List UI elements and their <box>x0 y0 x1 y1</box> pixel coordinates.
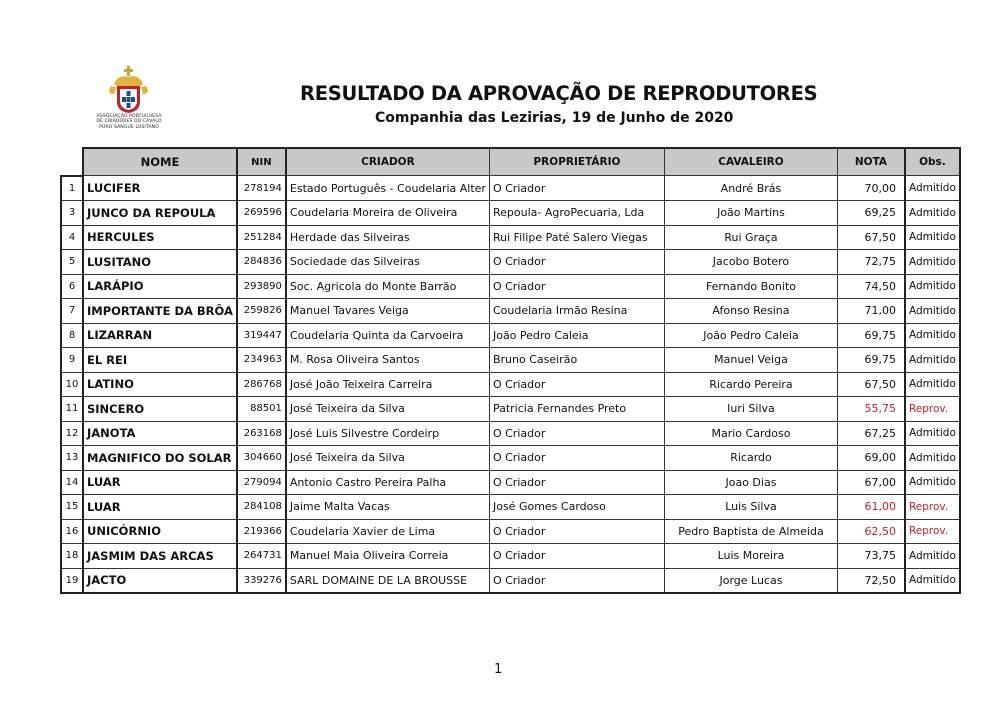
cell-nota: 74,50 <box>837 274 905 299</box>
cell-nota: 61,00 <box>837 495 905 520</box>
cell-criador: Jaime Malta Vacas <box>286 495 490 520</box>
cell-proprietario: O Criador <box>489 274 664 299</box>
cell-obs: Admitido <box>905 348 960 373</box>
cell-nin: 286768 <box>237 372 286 397</box>
cell-cavaleiro: Jorge Lucas <box>664 568 837 593</box>
table-row <box>61 470 960 495</box>
row-index: 6 <box>61 274 83 299</box>
cell-nin: 319447 <box>237 323 286 348</box>
cell-obs: Reprov. <box>905 519 960 544</box>
cell-nota: 67,25 <box>837 421 905 446</box>
cell-nota: 69,75 <box>837 348 905 373</box>
cell-obs: Admitido <box>905 372 960 397</box>
cell-cavaleiro: Iuri Silva <box>664 397 837 422</box>
cell-nome: LARÁPIO <box>83 274 237 299</box>
cell-nome: LUSITANO <box>83 250 237 275</box>
header-criador: CRIADOR <box>286 148 490 176</box>
cell-nome: LIZARRAN <box>83 323 237 348</box>
cell-cavaleiro: Rui Graça <box>664 225 837 250</box>
header-nome: NOME <box>83 148 237 176</box>
cell-criador: José João Teixeira Carreira <box>286 372 490 397</box>
table-header-row <box>61 148 960 176</box>
table-row <box>61 225 960 250</box>
cell-nin: 278194 <box>237 176 286 201</box>
cell-cavaleiro: João Pedro Caleia <box>664 323 837 348</box>
cell-nota: 55,75 <box>837 397 905 422</box>
cell-cavaleiro: Joao Dias <box>664 470 837 495</box>
cell-proprietario: O Criador <box>489 372 664 397</box>
page-number: 1 <box>494 662 503 677</box>
logo-caption-line: PURO SANGUE LUSITANO <box>99 124 159 130</box>
table-row <box>61 421 960 446</box>
table-body <box>61 176 960 594</box>
cell-criador: Soc. Agricola do Monte Barrão <box>286 274 490 299</box>
cell-proprietario: O Criador <box>489 568 664 593</box>
cell-nome: IMPORTANTE DA BRÔA <box>83 299 237 324</box>
row-index: 12 <box>61 421 83 446</box>
cell-nome: LUCIFER <box>83 176 237 201</box>
header-index-blank <box>61 148 83 176</box>
cell-nome: JASMIM DAS ARCAS <box>83 544 237 569</box>
document-title: RESULTADO DA APROVAÇÃO DE REPRODUTORES <box>300 82 818 105</box>
cell-proprietario: O Criador <box>489 470 664 495</box>
cell-nome: LUAR <box>83 470 237 495</box>
cell-nin: 284836 <box>237 250 286 275</box>
cell-nome: LUAR <box>83 495 237 520</box>
row-index: 13 <box>61 446 83 471</box>
cell-obs: Admitido <box>905 421 960 446</box>
table-row <box>61 372 960 397</box>
cell-nin: 264731 <box>237 544 286 569</box>
cell-nota: 67,50 <box>837 225 905 250</box>
cell-cavaleiro: Fernando Bonito <box>664 274 837 299</box>
cell-cavaleiro: Afonso Resina <box>664 299 837 324</box>
cell-proprietario: Coudelaria Irmão Resina <box>489 299 664 324</box>
table-row <box>61 201 960 226</box>
cell-nota: 70,00 <box>837 176 905 201</box>
cell-cavaleiro: Ricardo Pereira <box>664 372 837 397</box>
table-row <box>61 544 960 569</box>
cell-nin: 251284 <box>237 225 286 250</box>
cell-obs: Admitido <box>905 470 960 495</box>
cell-nota: 62,50 <box>837 519 905 544</box>
row-index: 11 <box>61 397 83 422</box>
cell-proprietario: Repoula- AgroPecuaria, Lda <box>489 201 664 226</box>
cell-nome: JANOTA <box>83 421 237 446</box>
cell-cavaleiro: João Martins <box>664 201 837 226</box>
cell-criador: Herdade das Silveiras <box>286 225 490 250</box>
row-index: 19 <box>61 568 83 593</box>
row-index: 8 <box>61 323 83 348</box>
logo-caption <box>84 114 174 130</box>
cell-nin: 263168 <box>237 421 286 446</box>
cell-obs: Admitido <box>905 446 960 471</box>
cell-nin: 304660 <box>237 446 286 471</box>
cell-cavaleiro: Luis Moreira <box>664 544 837 569</box>
table-row <box>61 519 960 544</box>
row-index: 5 <box>61 250 83 275</box>
cell-nome: JUNCO DA REPOULA <box>83 201 237 226</box>
row-index: 15 <box>61 495 83 520</box>
cell-nota: 67,50 <box>837 372 905 397</box>
row-index: 14 <box>61 470 83 495</box>
cell-proprietario: O Criador <box>489 544 664 569</box>
table-row <box>61 397 960 422</box>
cell-nin: 88501 <box>237 397 286 422</box>
cell-criador: Manuel Maia Oliveira Correia <box>286 544 490 569</box>
cell-criador: M. Rosa Oliveira Santos <box>286 348 490 373</box>
table-row <box>61 176 960 201</box>
cell-proprietario: João Pedro Caleia <box>489 323 664 348</box>
logo-caption-line: DE CRIADORES DO CAVALO <box>96 119 162 125</box>
coat-of-arms-icon <box>84 64 174 114</box>
header-proprietario: PROPRIETÁRIO <box>489 148 664 176</box>
cell-proprietario: O Criador <box>489 519 664 544</box>
cell-criador: José Luis Silvestre Cordeirp <box>286 421 490 446</box>
cell-criador: Coudelaria Quinta da Carvoeira <box>286 323 490 348</box>
cell-nome: UNICÓRNIO <box>83 519 237 544</box>
cell-cavaleiro: Manuel Veiga <box>664 348 837 373</box>
cell-nin: 219366 <box>237 519 286 544</box>
cell-criador: Coudelaria Xavier de Lima <box>286 519 490 544</box>
cell-proprietario: Rui Filipe Paté Salero Viegas <box>489 225 664 250</box>
cell-criador: Antonio Castro Pereira Palha <box>286 470 490 495</box>
cell-proprietario: Bruno Caseirão <box>489 348 664 373</box>
cell-obs: Admitido <box>905 544 960 569</box>
table-row <box>61 274 960 299</box>
cell-nota: 71,00 <box>837 299 905 324</box>
cell-proprietario: José Gomes Cardoso <box>489 495 664 520</box>
cell-nin: 284108 <box>237 495 286 520</box>
cell-nin: 339276 <box>237 568 286 593</box>
cell-proprietario: O Criador <box>489 250 664 275</box>
cell-nome: MAGNIFICO DO SOLAR <box>83 446 237 471</box>
cell-criador: Coudelaria Moreira de Oliveira <box>286 201 490 226</box>
cell-nome: LATINO <box>83 372 237 397</box>
cell-obs: Admitido <box>905 225 960 250</box>
cell-nome: JACTO <box>83 568 237 593</box>
header-nota: NOTA <box>837 148 905 176</box>
row-index: 9 <box>61 348 83 373</box>
cell-nin: 234963 <box>237 348 286 373</box>
row-index: 18 <box>61 544 83 569</box>
cell-nin: 293890 <box>237 274 286 299</box>
cell-cavaleiro: André Brás <box>664 176 837 201</box>
cell-cavaleiro: Ricardo <box>664 446 837 471</box>
row-index: 1 <box>61 176 83 201</box>
association-logo <box>84 64 174 140</box>
cell-proprietario: O Criador <box>489 176 664 201</box>
document-subtitle: Companhia das Lezirias, 19 de Junho de 2020 <box>375 110 734 126</box>
table-row <box>61 446 960 471</box>
row-index: 16 <box>61 519 83 544</box>
results-table <box>60 147 961 594</box>
cell-proprietario: Patricia Fernandes Preto <box>489 397 664 422</box>
cell-nota: 72,50 <box>837 568 905 593</box>
cell-nota: 69,75 <box>837 323 905 348</box>
cell-nota: 69,25 <box>837 201 905 226</box>
cell-nin: 279094 <box>237 470 286 495</box>
cell-obs: Reprov. <box>905 397 960 422</box>
cell-obs: Admitido <box>905 176 960 201</box>
cell-obs: Admitido <box>905 274 960 299</box>
header-nin: NIN <box>237 148 286 176</box>
cell-obs: Admitido <box>905 250 960 275</box>
cell-proprietario: O Criador <box>489 421 664 446</box>
cell-obs: Reprov. <box>905 495 960 520</box>
cell-nota: 67,00 <box>837 470 905 495</box>
cell-obs: Admitido <box>905 299 960 324</box>
cell-obs: Admitido <box>905 323 960 348</box>
row-index: 7 <box>61 299 83 324</box>
cell-criador: SARL DOMAINE DE LA BROUSSE <box>286 568 490 593</box>
table-row <box>61 495 960 520</box>
row-index: 10 <box>61 372 83 397</box>
cell-nota: 72,75 <box>837 250 905 275</box>
row-index: 4 <box>61 225 83 250</box>
table-row <box>61 250 960 275</box>
cell-cavaleiro: Pedro Baptista de Almeida <box>664 519 837 544</box>
cell-criador: Manuel Tavares Veiga <box>286 299 490 324</box>
cell-nin: 269596 <box>237 201 286 226</box>
cell-nome: EL REI <box>83 348 237 373</box>
cell-nome: HERCULES <box>83 225 237 250</box>
cell-criador: Estado Português - Coudelaria Alter <box>286 176 490 201</box>
cell-obs: Admitido <box>905 201 960 226</box>
logo-caption-line: ASSOCIAÇÃO PORTUGUESA <box>96 114 162 119</box>
cell-criador: José Teixeira da Silva <box>286 446 490 471</box>
cell-criador: José Teixeira da Silva <box>286 397 490 422</box>
table-row <box>61 568 960 593</box>
cell-criador: Sociedade das Silveiras <box>286 250 490 275</box>
row-index: 3 <box>61 201 83 226</box>
table-row <box>61 323 960 348</box>
header-obs: Obs. <box>905 148 960 176</box>
table-row <box>61 348 960 373</box>
cell-nota: 73,75 <box>837 544 905 569</box>
cell-cavaleiro: Luis Silva <box>664 495 837 520</box>
cell-obs: Admitido <box>905 568 960 593</box>
header-cavaleiro: CAVALEIRO <box>664 148 837 176</box>
cell-cavaleiro: Mario Cardoso <box>664 421 837 446</box>
cell-nin: 259826 <box>237 299 286 324</box>
table-row <box>61 299 960 324</box>
cell-nota: 69,00 <box>837 446 905 471</box>
cell-cavaleiro: Jacobo Botero <box>664 250 837 275</box>
cell-nome: SINCERO <box>83 397 237 422</box>
cell-proprietario: O Criador <box>489 446 664 471</box>
